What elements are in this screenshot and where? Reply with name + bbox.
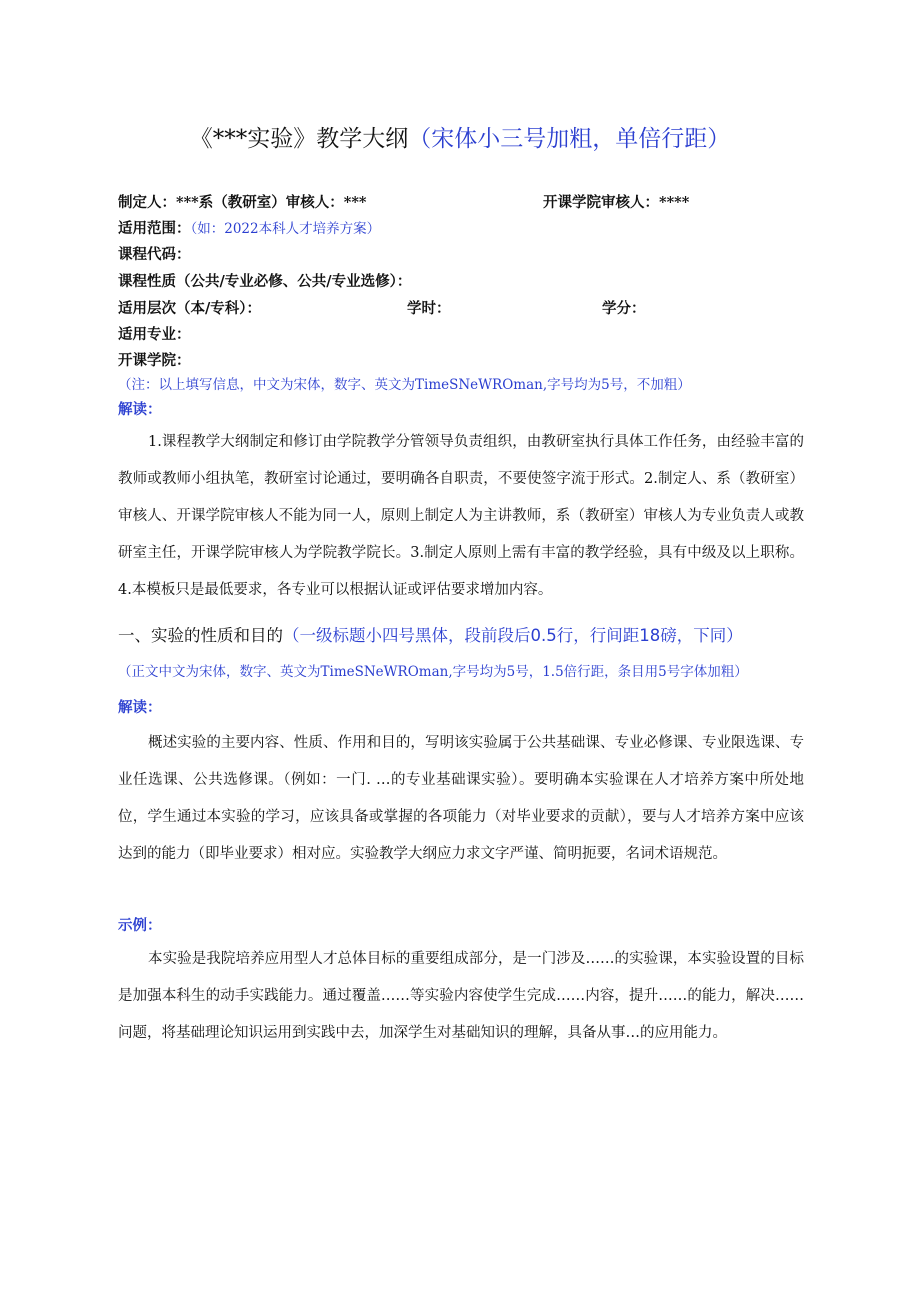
title-format-hint: （宋体小三号加粗，单倍行距） [408, 126, 731, 152]
interpretation-paragraph: 1.课程教学大纲制定和修订由学院教学分管领导负责组织，由教研室执行具体工作任务，由经验丰富的教师或教师小组执笔，教研室讨论通过，要明确各自职责，不要使签字流于形式。2.制定人、系（教研室）审核人、开课学院审核人不能为同一人，原则上制定人为主讲教师，系（教研室）审核人为专业负责人或教研室主任，开课学院审核人为学院教学院长。3.制定人原则上需有丰富的教学经验，具有中级及以上职称。4.本模板只是最低要求，各专业可以根据认证或评估要求增加内容。 [118, 434, 804, 598]
major-label: 适用专业： [118, 326, 191, 343]
section-heading-hint: （一级标题小四号黑体，段前段后0.5行，行间距18磅，下同） [283, 626, 743, 645]
scope-label: 适用范围： [118, 220, 191, 237]
scope-hint: （如：2022本科人才培养方案） [190, 221, 381, 237]
title-main: 《***实验》教学大纲 [189, 126, 409, 152]
format-note: （注：以上填写信息，中文为宋体，数字、英文为TimeSNeWROman,字号均为5号，不加粗） [118, 377, 691, 393]
section-title: 一、实验的性质和目的 [118, 626, 283, 645]
hours-label: 学时： [407, 300, 451, 317]
section-interp-label: 解读： [118, 699, 162, 716]
example-paragraph: 本实验是我院培养应用型人才总体目标的重要组成部分，是一门涉及……的实验课，本实验设置的目标是加强本科生的动手实践能力。通过覆盖……等实验内容使学生完成……内容，提升……的能力，解决……问题，将基础理论知识运用到实践中去，加深学生对基础知识的理解，具备从事…的应用能力。 [118, 951, 804, 1041]
college-reviewer: 开课学院审核人：**** [543, 194, 690, 211]
scope-line [118, 217, 380, 238]
example-label: 示例： [118, 917, 162, 934]
document-title [0, 120, 920, 153]
section-heading [118, 622, 743, 646]
level-label: 适用层次（本/专科）： [118, 300, 262, 317]
course-nature: 课程性质（公共/专业必修、公共/专业选修）： [118, 273, 412, 290]
college-label: 开课学院： [118, 352, 191, 369]
interpretation-label: 解读： [118, 401, 162, 418]
body-format-hint: （正文中文为宋体，数字、英文为TimeSNeWROman,字号均为5号，1.5倍行距，条目用5号字体加粗） [118, 664, 748, 680]
credits-label: 学分： [602, 300, 646, 317]
maker-line: 制定人：***系（教研室）审核人：*** [118, 194, 367, 211]
section-interp-paragraph: 概述实验的主要内容、性质、作用和目的，写明该实验属于公共基础课、专业必修课、专业限选课、专业任选课、公共选修课。（例如：一门. …的专业基础课实验）。要明确本实验课在人才培养方案中所处地位，学生通过本实验的学习，应该具备或掌握的各项能力（对毕业要求的贡献），要与人才培养方案中应该达到的能力（即毕业要求）相对应。实验教学大纲应力求文字严谨、简明扼要，名词术语规范。 [118, 735, 804, 862]
course-code: 课程代码： [118, 246, 191, 263]
